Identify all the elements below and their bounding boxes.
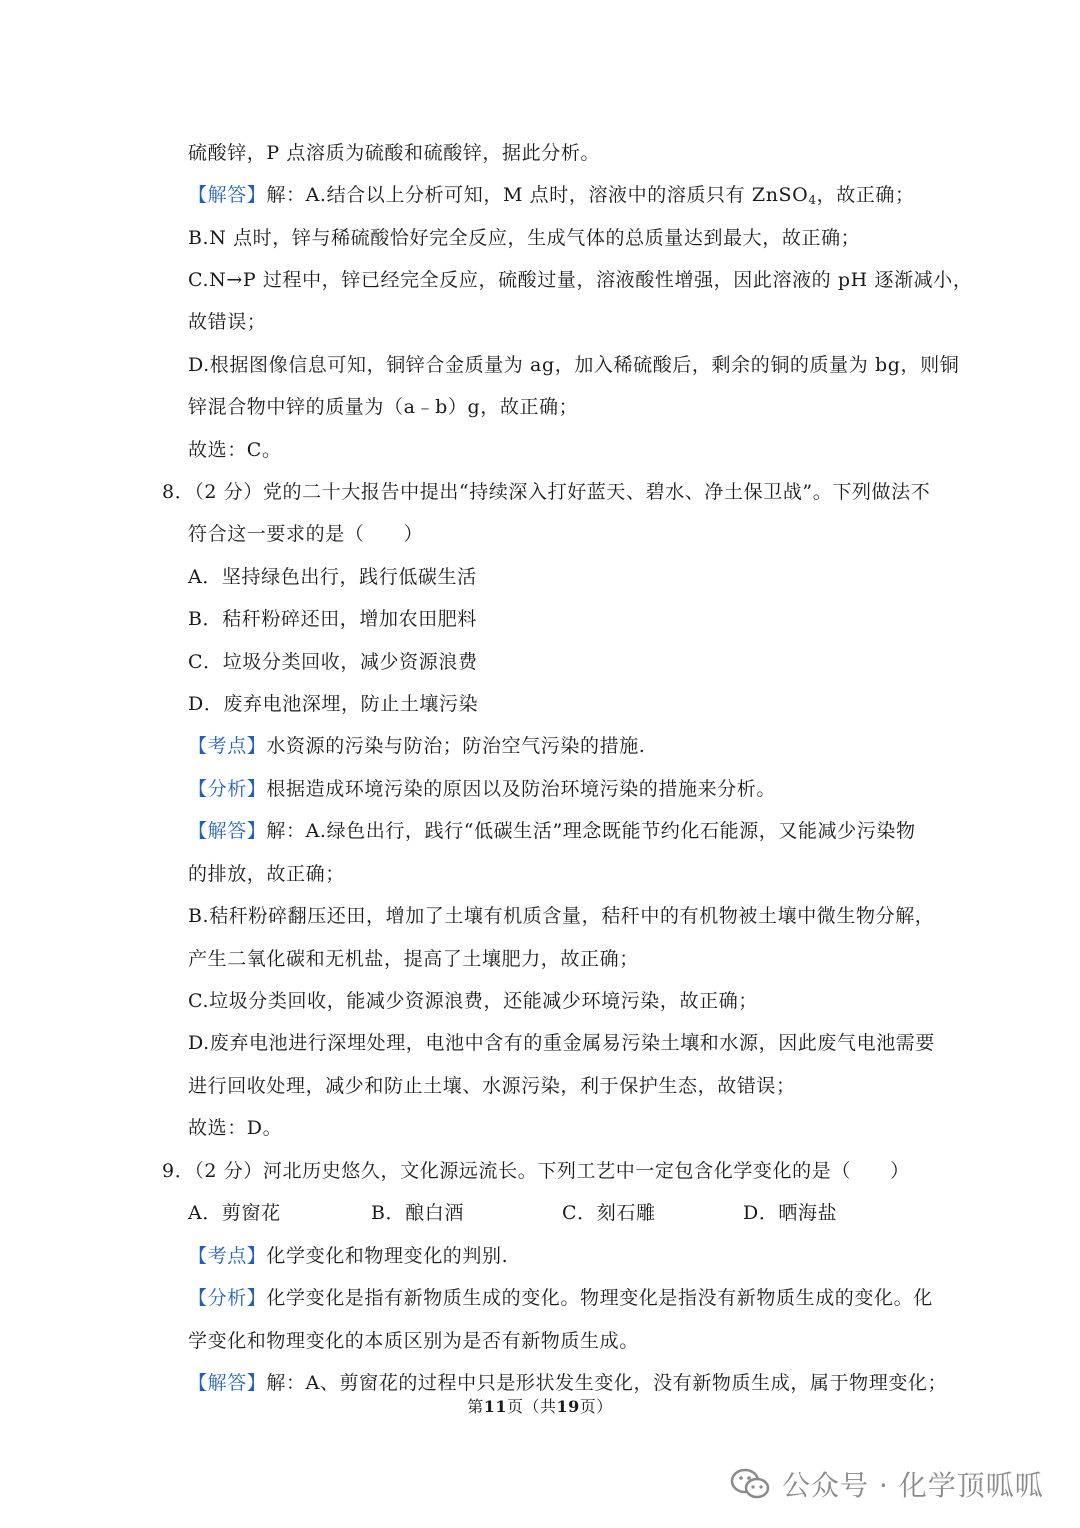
jieda-line [188,818,916,844]
fenxi-text: 根据造成环境污染的原因以及防治环境污染的措施来分析。 [266,778,777,800]
jieda-line [188,1370,947,1396]
text-line: D.废弃电池进行深埋处理，电池中含有的重金属易污染土壤和水源，因此废气电池需要 [188,1032,935,1054]
option-d: D．晒海盐 [743,1202,838,1224]
kaodian-line [188,733,645,759]
jieda-text: 解：A、剪窗花的过程中只是形状发生变化，没有新物质生成，属于物理变化； [266,1372,948,1394]
answer-line [188,182,915,208]
answer-text: 解：A.结合以上分析可知，M 点时，溶液中的溶质只有 ZnSO [266,184,809,206]
option-b: B．酿白酒 [371,1202,464,1224]
jieda-text: 解：A.绿色出行，践行“低碳生活”理念既能节约化石能源，又能减少污染物 [266,820,916,842]
question-8-stem-cont: 符合这一要求的是（ ） [188,523,424,545]
text-line: 故选：D。 [188,1117,283,1139]
text-line: B.N 点时，锌与稀硫酸恰好完全反应，生成气体的总质量达到最大，故正确； [188,227,861,249]
answer-text-end: ，故正确； [816,184,915,206]
text-line: 的排放，故正确； [188,863,345,885]
fenxi-tag: 【分析】 [188,778,267,800]
text-line: 进行回收处理，减少和防止土壤、水源污染，利于保护生态，故错误； [188,1075,796,1097]
text-line: 故错误； [188,311,267,333]
footer-prefix: 第 [467,1397,484,1416]
option-a: A．坚持绿色出行，践行低碳生活 [188,566,477,588]
text-line: B.秸秆粉碎翻压还田，增加了土壤有机质含量，秸秆中的有机物被土壤中微生物分解， [188,905,935,927]
text-line: 硫酸锌，P 点溶质为硫酸和硫酸锌，据此分析。 [188,142,601,164]
kaodian-text: 水资源的污染与防治；防治空气污染的措施. [266,735,646,757]
text-line: 学变化和物理变化的本质区别为是否有新物质生成。 [188,1330,639,1352]
fenxi-line [188,1285,933,1311]
watermark-text: 公众号 · 化学顶呱呱 [782,1469,1044,1502]
option-b: B．秸秆粉碎还田，增加农田肥料 [188,608,477,630]
text-line: C.N→P 过程中，锌已经完全反应，硫酸过量，溶液酸性增强，因此溶液的 pH 逐渐减小， [188,269,973,291]
text-line: 产生二氧化碳和无机盐，提高了土壤肥力，故正确； [188,948,639,970]
footer-suffix: 页） [579,1397,613,1416]
kaodian-tag: 【考点】 [188,1245,267,1267]
text-line: D.根据图像信息可知，铜锌合金质量为 ag，加入稀硫酸后，剩余的铜的质量为 bg，则铜 [188,354,960,376]
answer-tag: 【解答】 [188,184,267,206]
wechat-icon [730,1467,770,1501]
question-8-stem: 8．（2 分）党的二十大报告中提出“持续深入打好蓝天、碧水、净土保卫战”。下列做法不 [162,481,931,503]
watermark [730,1456,1044,1512]
fenxi-tag: 【分析】 [188,1287,267,1309]
question-9-stem: 9．（2 分）河北历史悠久，文化源远流长。下列工艺中一定包含化学变化的是（ ） [162,1160,910,1182]
page-footer [0,1396,1080,1418]
fenxi-text: 化学变化是指有新物质生成的变化。物理变化是指没有新物质生成的变化。化 [266,1287,933,1309]
kaodian-tag: 【考点】 [188,735,267,757]
jieda-tag: 【解答】 [188,820,267,842]
option-c: C．垃圾分类回收，减少资源浪费 [188,651,478,673]
total-pages: 19 [556,1397,580,1416]
option-c: C．刻石雕 [562,1202,656,1224]
option-d: D．废弃电池深埋，防止土壤污染 [188,693,479,715]
text-line: 锌混合物中锌的质量为（a﹣b）g，故正确； [188,396,579,418]
text-line: 故选：C。 [188,439,282,461]
subscript: 4 [808,193,817,207]
jieda-tag: 【解答】 [188,1372,267,1394]
fenxi-line [188,776,776,802]
text-line: C.垃圾分类回收，能减少资源浪费，还能减少环境污染，故正确； [188,990,758,1012]
kaodian-line [188,1243,508,1269]
footer-middle: 页（共 [506,1397,557,1416]
kaodian-text: 化学变化和物理变化的判别. [266,1245,509,1267]
page-number: 11 [483,1397,507,1416]
option-a: A．剪窗花 [188,1202,281,1224]
